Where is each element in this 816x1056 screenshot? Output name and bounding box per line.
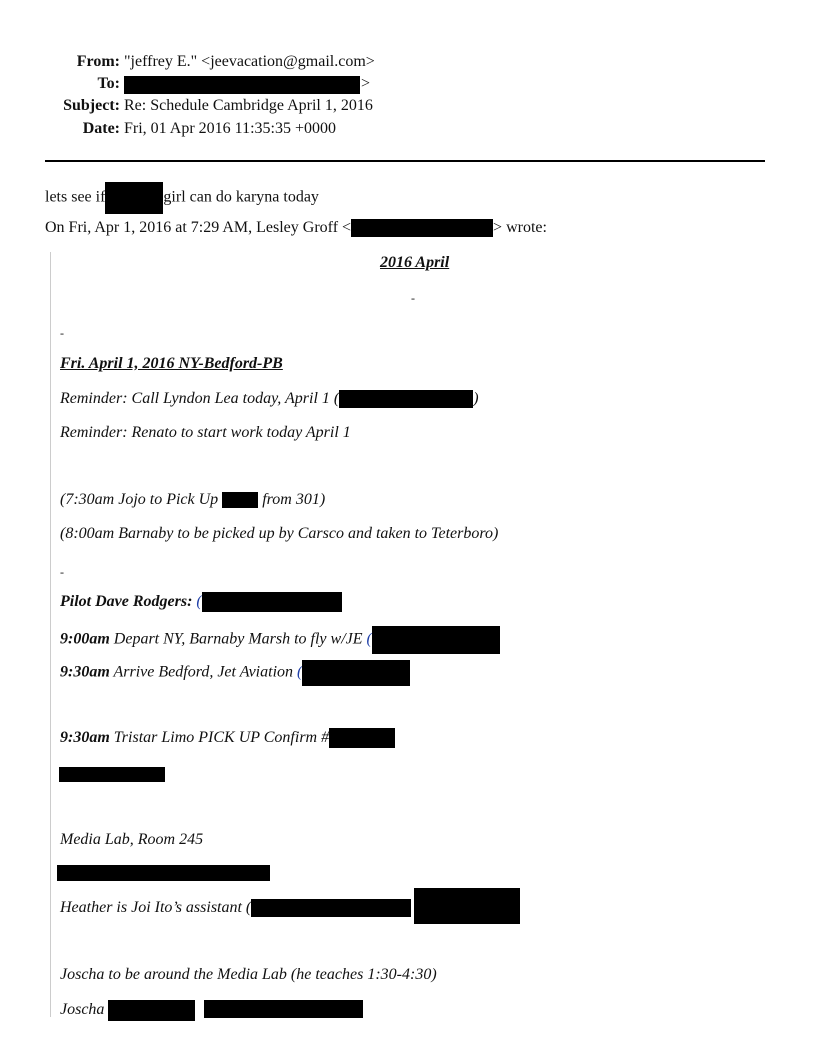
media-lab-room: Media Lab, Room 245 <box>60 831 204 848</box>
redaction-box <box>108 1000 195 1021</box>
pilot-label: Pilot Dave Rodgers: <box>60 593 193 610</box>
from-value: "jeffrey E." <jeevacation@gmail.com> <box>124 53 375 70</box>
header-divider <box>45 160 765 162</box>
depart-line <box>60 626 500 654</box>
redaction-box <box>372 626 500 654</box>
day-heading: Fri. April 1, 2016 NY-Bedford-PB <box>60 355 283 372</box>
jojo-pickup <box>60 490 325 510</box>
redaction-box <box>329 728 395 748</box>
subject-label: Subject: <box>63 97 120 114</box>
redaction-box <box>57 865 270 881</box>
from-label: From: <box>76 53 120 70</box>
redaction-box <box>339 390 473 408</box>
redaction-box <box>202 592 342 612</box>
reply-text-start: lets see if <box>45 188 106 206</box>
arrive-text: Arrive Bedford, Jet Aviation <box>113 663 294 681</box>
depart-phone-paren: ( <box>366 630 372 648</box>
limo-text: Tristar Limo PICK UP Confirm # <box>113 729 330 746</box>
joscha-schedule: Joscha to be around the Media Lab (he teaches 1:30-4:30) <box>60 966 437 983</box>
date-value: Fri, 01 Apr 2016 11:35:35 +0000 <box>124 120 336 137</box>
limo-time: 9:30am <box>60 729 110 746</box>
redaction-box <box>59 767 165 782</box>
separator-dash: - <box>411 291 415 305</box>
joscha-contact <box>60 1000 104 1020</box>
separator-dash: - <box>60 565 64 579</box>
redaction-box <box>251 899 411 917</box>
to-label: To: <box>97 75 120 92</box>
reply-text-end: girl can do karyna today <box>163 188 319 206</box>
email-header <box>0 52 816 152</box>
quote-bar <box>50 252 51 1017</box>
date-label: Date: <box>82 120 120 137</box>
redaction-box <box>204 1000 363 1018</box>
depart-text: Depart NY, Barnaby Marsh to fly w/JE <box>113 630 363 648</box>
heather-text: Heather is Joi Ito’s assistant ( <box>60 899 252 916</box>
attribution-text-start: On Fri, Apr 1, 2016 at 7:29 AM, Lesley Groff < <box>45 219 352 236</box>
redaction-box <box>124 76 360 94</box>
jojo-text-end: from 301) <box>262 491 326 508</box>
barnaby-pickup: (8:00am Barnaby to be picked up by Carsco and taken to Teterboro) <box>60 525 499 542</box>
heather-line <box>60 898 411 918</box>
reminder-renato: Reminder: Renato to start work today April 1 <box>60 424 351 441</box>
arrive-time: 9:30am <box>60 663 110 681</box>
limo-line <box>60 728 395 748</box>
depart-time: 9:00am <box>60 630 110 648</box>
pilot-phone-paren: ( <box>196 593 202 610</box>
arrive-line <box>60 660 410 686</box>
subject-value: Re: Schedule Cambridge April 1, 2016 <box>124 97 373 114</box>
jojo-text-start: (7:30am Jojo to Pick Up <box>60 491 219 508</box>
reminder-lyndon-close: ) <box>473 390 479 407</box>
redaction-box <box>414 888 520 924</box>
redaction-box <box>105 182 163 214</box>
separator-dash: - <box>60 326 64 340</box>
attribution-line <box>45 218 547 238</box>
month-heading: 2016 April <box>380 254 450 271</box>
reminder-lyndon-text: Reminder: Call Lyndon Lea today, April 1 ( <box>60 390 340 407</box>
arrive-phone-paren: ( <box>297 663 303 681</box>
reply-line <box>45 182 319 214</box>
redaction-box <box>222 492 258 508</box>
redaction-box <box>302 660 410 686</box>
attribution-text-end: > wrote: <box>493 219 547 236</box>
redaction-box <box>351 219 493 237</box>
reminder-lyndon <box>60 389 479 409</box>
pilot-line <box>60 592 342 612</box>
to-suffix: > <box>361 75 371 92</box>
joscha-name: Joscha <box>60 1001 105 1018</box>
